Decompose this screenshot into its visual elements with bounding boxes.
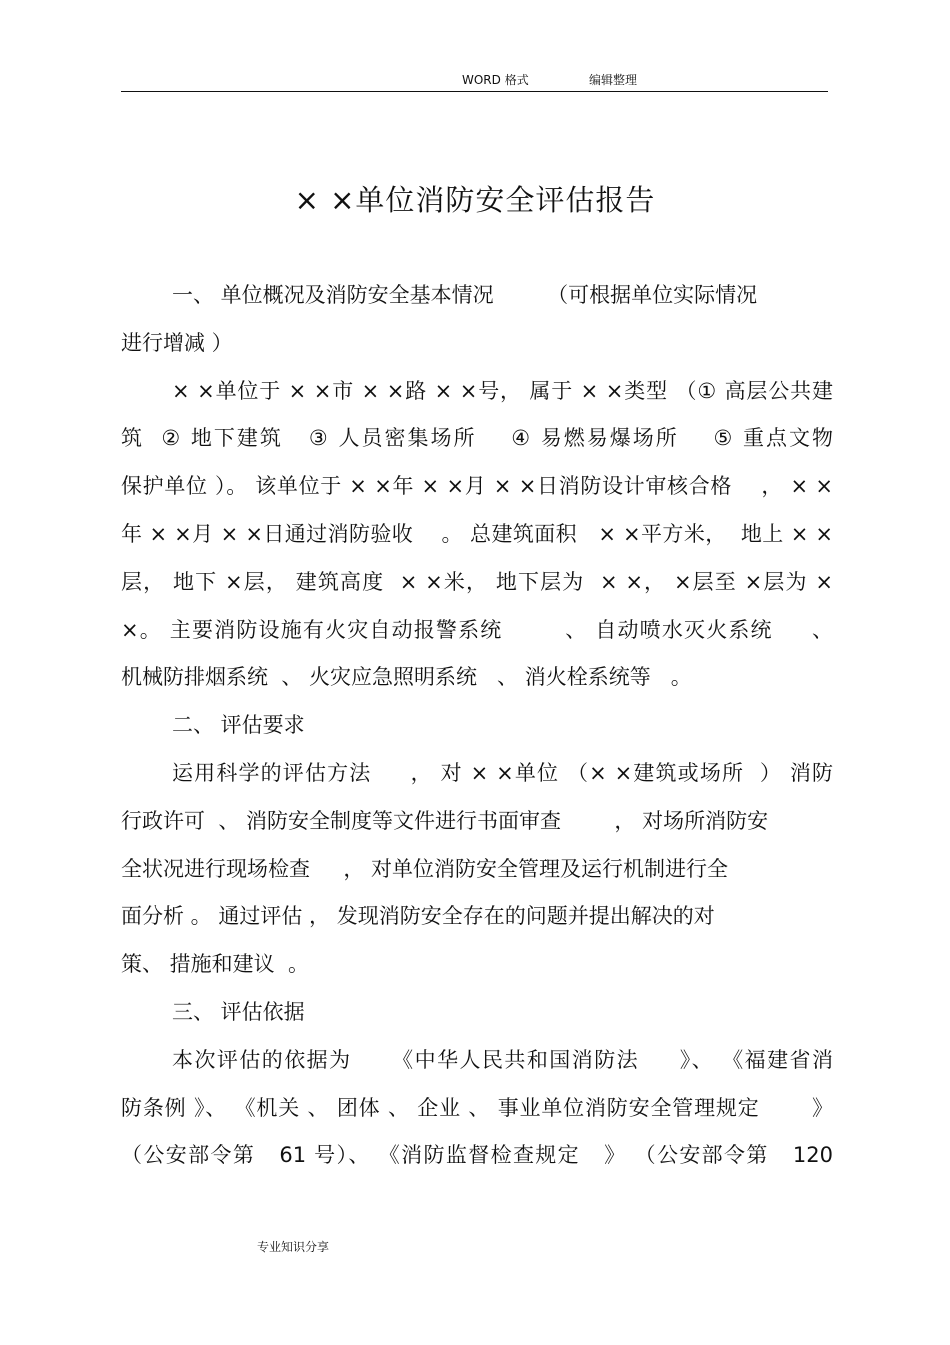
paragraph-line: × ×单位于 × ×市 × ×路 × ×号， 属于 × ×类型 （① 高层公共建 — [172, 378, 833, 403]
section-heading-1: 一、 单位概况及消防安全基本情况 （可根据单位实际情况 — [172, 283, 758, 307]
paragraph-line: 全状况进行现场检查 ， 对单位消防安全管理及运行机制进行全 — [121, 856, 729, 881]
paragraph-line: 进行增减 ） — [121, 330, 233, 355]
paragraph-line: 层， 地下 ×层， 建筑高度 × ×米， 地下层为 × ×， ×层至 ×层为 × — [121, 569, 833, 594]
paragraph-line: 机械防排烟系统 、 火灾应急照明系统 、 消火栓系统等 。 — [121, 665, 692, 690]
paragraph-line: 年 × ×月 × ×日通过消防验收 。 总建筑面积 × ×平方米， 地上 × × — [121, 521, 833, 546]
paragraph-line: 筑 ② 地下建筑 ③ 人员密集场所 ④ 易燃易爆场所 ⑤ 重点文物 — [121, 426, 833, 451]
paragraph-line: 防条例 》、 《机关 、 团体 、 企业 、 事业单位消防安全管理规定 》 — [121, 1095, 833, 1120]
page-header — [0, 68, 950, 88]
paragraph-line: 本次评估的依据为 《中华人民共和国消防法 》、 《福建省消 — [172, 1047, 833, 1072]
page-footer: 专业知识分享 — [257, 1240, 330, 1254]
header-format-label: WORD 格式 — [462, 73, 529, 87]
paragraph-line: 行政许可 、 消防安全制度等文件进行书面审查 ， 对场所消防安 — [121, 808, 769, 833]
header-divider — [121, 91, 828, 92]
paragraph-line: 运用科学的评估方法 ， 对 × ×单位 （× ×建筑或场所 ） 消防 — [172, 760, 833, 785]
document-title: × ×单位消防安全评估报告 — [294, 183, 656, 217]
paragraph-line: 面分析 。 通过评估 ， 发现消防安全存在的问题并提出解决的对 — [121, 904, 715, 929]
paragraph-line: （公安部令第 61 号）、 《消防监督检查规定 》 （公安部令第 120 — [121, 1143, 833, 1168]
header-edit-label: 编辑整理 — [589, 73, 638, 87]
section-heading-3: 三、 评估依据 — [172, 999, 305, 1024]
paragraph-line: ×。 主要消防设施有火灾自动报警系统 、 自动喷水灭火系统 、 — [121, 617, 833, 642]
document-body — [121, 272, 833, 1180]
paragraph-line: 策、 措施和建议 。 — [121, 952, 310, 977]
paragraph-line: 保护单位 ）。 该单位于 × ×年 × ×月 × ×日消防设计审核合格 ， × × — [121, 474, 833, 499]
section-heading-2: 二、 评估要求 — [172, 713, 305, 738]
